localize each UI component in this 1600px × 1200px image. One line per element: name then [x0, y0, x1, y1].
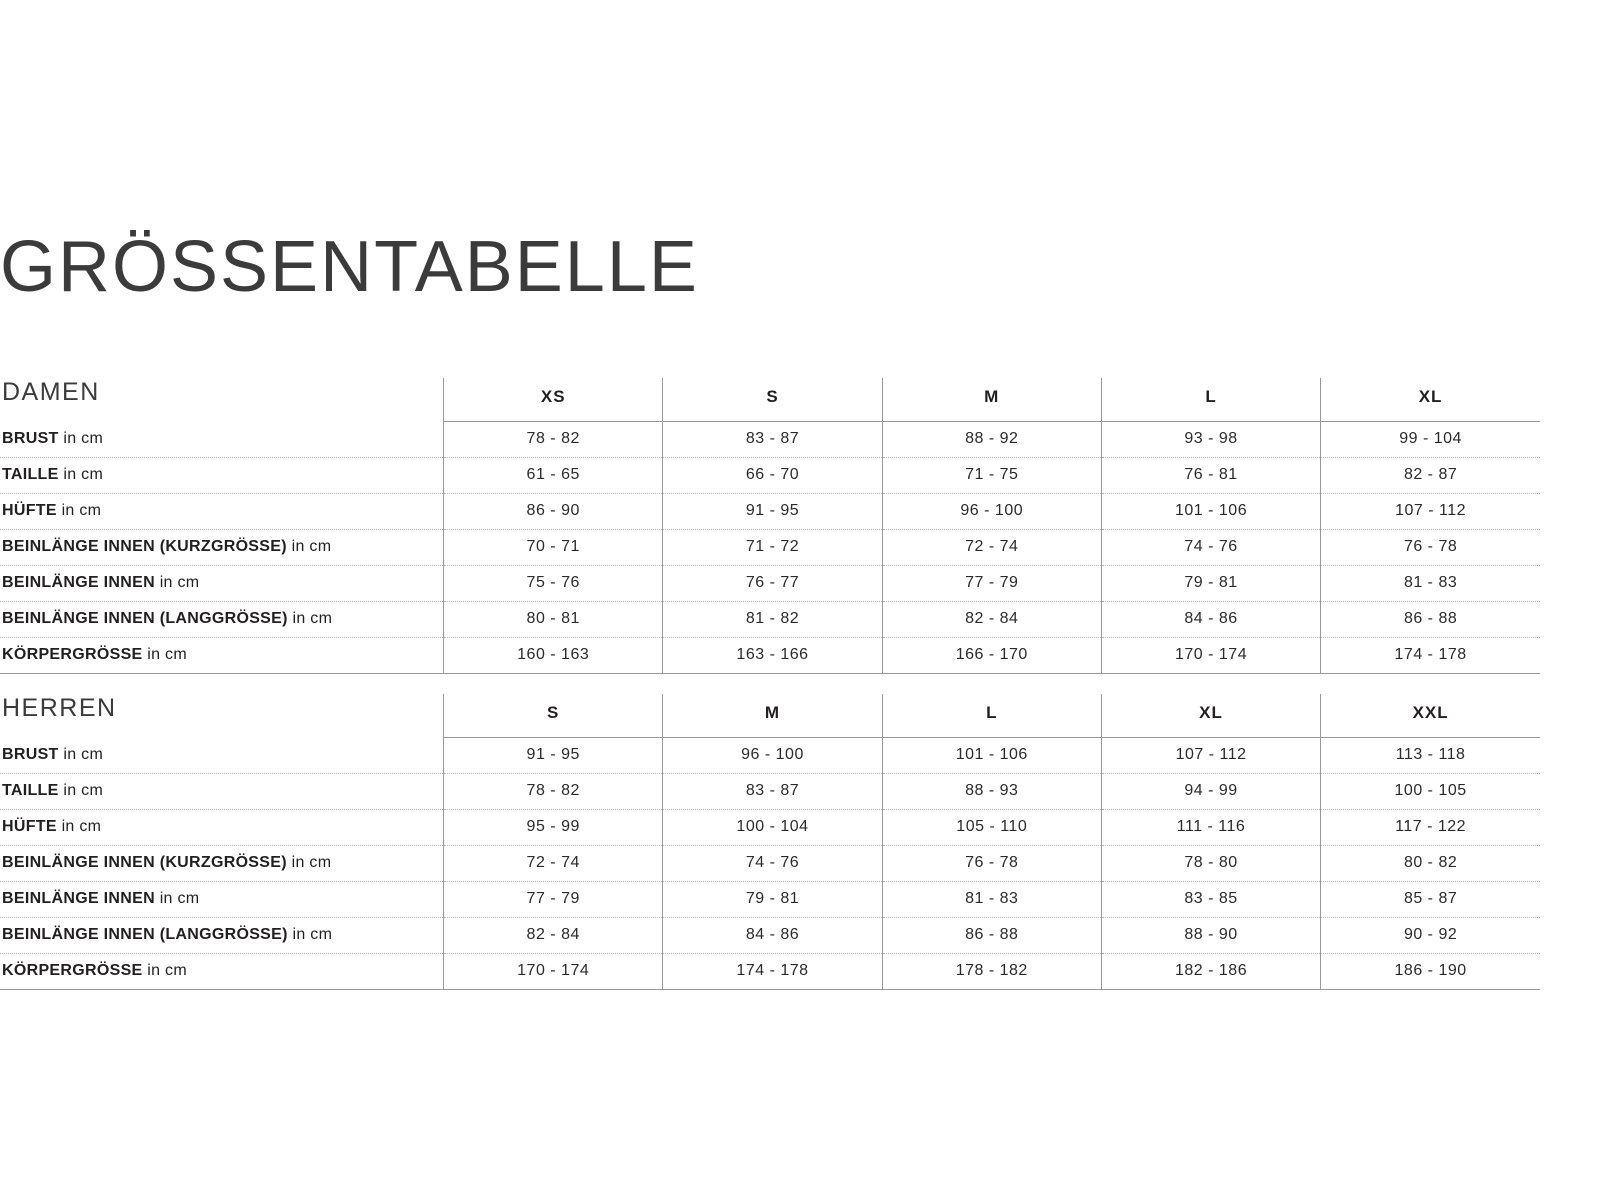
column-header-size: XS [444, 378, 663, 421]
cell-value: 174 - 178 [663, 953, 882, 989]
cell-value: 76 - 77 [663, 565, 882, 601]
table-row [0, 529, 1540, 565]
row-label-text: KÖRPERGRÖSSE [2, 646, 143, 663]
cell-value: 107 - 112 [1101, 737, 1320, 773]
cell-value: 111 - 116 [1101, 809, 1320, 845]
table-row [0, 881, 1540, 917]
row-label-unit: in cm [287, 610, 333, 627]
row-label [0, 773, 444, 809]
cell-value: 81 - 83 [882, 881, 1101, 917]
cell-value: 72 - 74 [444, 845, 663, 881]
row-label [0, 565, 444, 601]
cell-value: 170 - 174 [1101, 637, 1320, 673]
cell-value: 77 - 79 [882, 565, 1101, 601]
cell-value: 78 - 82 [444, 773, 663, 809]
table-header-row [0, 378, 1540, 421]
row-label-text: BEINLÄNGE INNEN [2, 574, 155, 591]
row-label-unit: in cm [58, 466, 104, 483]
row-label [0, 809, 444, 845]
cell-value: 174 - 178 [1321, 637, 1540, 673]
cell-value: 95 - 99 [444, 809, 663, 845]
cell-value: 78 - 80 [1101, 845, 1320, 881]
row-label-text: TAILLE [2, 782, 59, 799]
cell-value: 105 - 110 [882, 809, 1101, 845]
row-label-text: BEINLÄNGE INNEN (KURZGRÖSSE) [2, 854, 287, 871]
column-header-size: M [663, 694, 882, 737]
row-label-unit: in cm [56, 502, 102, 519]
cell-value: 74 - 76 [1101, 529, 1320, 565]
cell-value: 85 - 87 [1321, 881, 1540, 917]
row-label-text: BEINLÄNGE INNEN (LANGGRÖSSE) [2, 926, 288, 943]
cell-value: 160 - 163 [444, 637, 663, 673]
row-label-text: BEINLÄNGE INNEN (KURZGRÖSSE) [2, 538, 287, 555]
cell-value: 99 - 104 [1321, 421, 1540, 457]
cell-value: 72 - 74 [882, 529, 1101, 565]
cell-value: 74 - 76 [663, 845, 882, 881]
row-label-text: HÜFTE [2, 502, 57, 519]
cell-value: 91 - 95 [663, 493, 882, 529]
page-title: GRÖSSENTABELLE [0, 227, 699, 308]
column-header-size: S [663, 378, 882, 421]
cell-value: 76 - 78 [882, 845, 1101, 881]
cell-value: 88 - 93 [882, 773, 1101, 809]
cell-value: 76 - 81 [1101, 457, 1320, 493]
cell-value: 79 - 81 [663, 881, 882, 917]
cell-value: 93 - 98 [1101, 421, 1320, 457]
row-label-text: BRUST [2, 745, 59, 763]
row-label-text: BEINLÄNGE INNEN [2, 890, 155, 907]
cell-value: 91 - 95 [444, 737, 663, 773]
size-table-herren [0, 694, 1540, 990]
table-head [0, 378, 1540, 421]
cell-value: 178 - 182 [882, 953, 1101, 989]
cell-value: 186 - 190 [1321, 953, 1540, 989]
cell-value: 82 - 84 [444, 917, 663, 953]
row-label-unit: in cm [56, 818, 102, 835]
table-row [0, 917, 1540, 953]
row-label [0, 637, 444, 673]
row-label-text: HÜFTE [2, 818, 57, 835]
table-row [0, 421, 1540, 457]
group-title-damen: DAMEN [2, 378, 100, 406]
size-table-damen [0, 378, 1540, 674]
row-label [0, 421, 444, 457]
cell-value: 70 - 71 [444, 529, 663, 565]
cell-value: 90 - 92 [1321, 917, 1540, 953]
row-label [0, 953, 444, 989]
cell-value: 88 - 90 [1101, 917, 1320, 953]
column-header-size: S [444, 694, 663, 737]
row-label-unit: in cm [58, 782, 104, 799]
cell-value: 78 - 82 [444, 421, 663, 457]
table-row [0, 737, 1540, 773]
row-label-text: BEINLÄNGE INNEN (LANGGRÖSSE) [2, 610, 288, 627]
cell-value: 61 - 65 [444, 457, 663, 493]
table-body [0, 421, 1540, 673]
table-head [0, 694, 1540, 737]
row-label-unit: in cm [154, 890, 200, 907]
row-label [0, 917, 444, 953]
row-label [0, 529, 444, 565]
cell-value: 71 - 72 [663, 529, 882, 565]
table-row [0, 773, 1540, 809]
table-row [0, 565, 1540, 601]
row-label-text: TAILLE [2, 466, 59, 483]
table-row [0, 601, 1540, 637]
cell-value: 84 - 86 [663, 917, 882, 953]
table-row [0, 457, 1540, 493]
row-label [0, 737, 444, 773]
cell-value: 83 - 87 [663, 773, 882, 809]
table-damen [0, 378, 1540, 674]
cell-value: 79 - 81 [1101, 565, 1320, 601]
table-row [0, 845, 1540, 881]
column-header-size: M [882, 378, 1101, 421]
cell-value: 100 - 105 [1321, 773, 1540, 809]
cell-value: 163 - 166 [663, 637, 882, 673]
cell-value: 113 - 118 [1321, 737, 1540, 773]
column-header-size: L [882, 694, 1101, 737]
cell-value: 83 - 85 [1101, 881, 1320, 917]
row-label [0, 601, 444, 637]
row-label-unit: in cm [286, 538, 332, 555]
cell-value: 84 - 86 [1101, 601, 1320, 637]
row-label-unit: in cm [154, 574, 200, 591]
cell-value: 117 - 122 [1321, 809, 1540, 845]
cell-value: 76 - 78 [1321, 529, 1540, 565]
cell-value: 94 - 99 [1101, 773, 1320, 809]
row-label-unit: in cm [58, 745, 104, 763]
row-label-unit: in cm [142, 962, 187, 979]
table-row [0, 953, 1540, 989]
table-row [0, 493, 1540, 529]
cell-value: 82 - 84 [882, 601, 1101, 637]
table-body [0, 737, 1540, 989]
column-header-size: XXL [1321, 694, 1540, 737]
cell-value: 166 - 170 [882, 637, 1101, 673]
cell-value: 107 - 112 [1321, 493, 1540, 529]
column-header-size: XL [1101, 694, 1320, 737]
row-label-unit: in cm [287, 926, 333, 943]
cell-value: 96 - 100 [663, 737, 882, 773]
cell-value: 77 - 79 [444, 881, 663, 917]
table-row [0, 637, 1540, 673]
column-header-size: L [1101, 378, 1320, 421]
row-label-text: KÖRPERGRÖSSE [2, 962, 143, 979]
row-label [0, 845, 444, 881]
row-label [0, 881, 444, 917]
row-label [0, 457, 444, 493]
cell-value: 86 - 88 [882, 917, 1101, 953]
cell-value: 71 - 75 [882, 457, 1101, 493]
group-title-herren: HERREN [2, 694, 117, 722]
cell-value: 88 - 92 [882, 421, 1101, 457]
cell-value: 81 - 82 [663, 601, 882, 637]
row-label-unit: in cm [142, 646, 187, 663]
table-herren [0, 694, 1540, 990]
cell-value: 101 - 106 [882, 737, 1101, 773]
cell-value: 75 - 76 [444, 565, 663, 601]
cell-value: 86 - 88 [1321, 601, 1540, 637]
cell-value: 101 - 106 [1101, 493, 1320, 529]
cell-value: 182 - 186 [1101, 953, 1320, 989]
row-label-unit: in cm [58, 429, 104, 447]
row-label-unit: in cm [286, 854, 332, 871]
cell-value: 66 - 70 [663, 457, 882, 493]
cell-value: 81 - 83 [1321, 565, 1540, 601]
row-label-text: BRUST [2, 429, 59, 447]
cell-value: 100 - 104 [663, 809, 882, 845]
cell-value: 86 - 90 [444, 493, 663, 529]
column-header-size: XL [1321, 378, 1540, 421]
cell-value: 83 - 87 [663, 421, 882, 457]
cell-value: 80 - 82 [1321, 845, 1540, 881]
cell-value: 82 - 87 [1321, 457, 1540, 493]
cell-value: 170 - 174 [444, 953, 663, 989]
cell-value: 80 - 81 [444, 601, 663, 637]
table-header-row [0, 694, 1540, 737]
table-row [0, 809, 1540, 845]
row-label [0, 493, 444, 529]
cell-value: 96 - 100 [882, 493, 1101, 529]
